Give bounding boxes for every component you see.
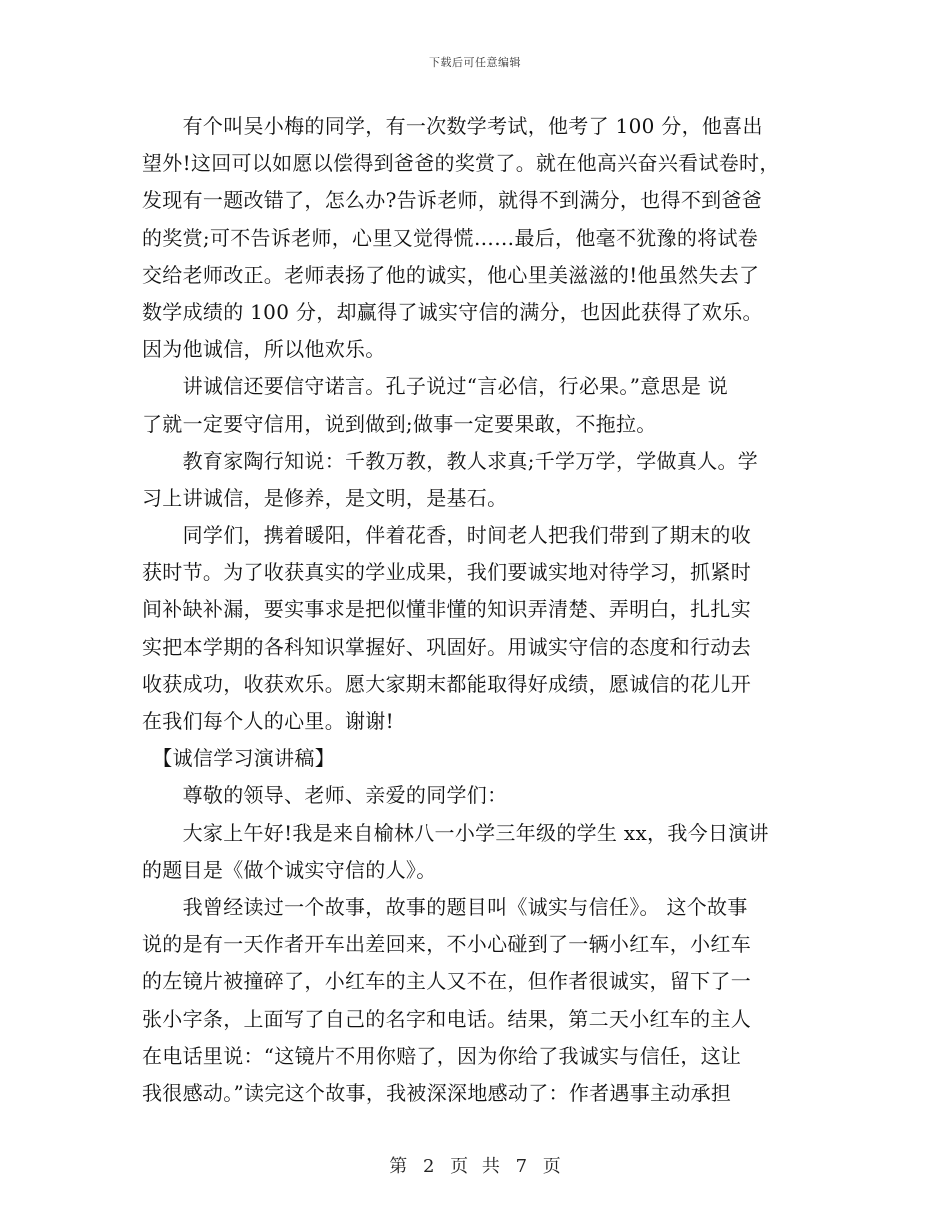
text-line: 同学们，携着暖阳，伴着花香，时间老人把我们带到了期末的收	[142, 523, 751, 548]
page-footer	[0, 1152, 950, 1178]
text-line: 数学成绩的 100 分，却赢得了诚实守信的满分，也因此获得了欢乐。	[142, 299, 763, 324]
text-line: 在我们每个人的心里。谢谢!	[142, 709, 394, 733]
text-line: 实把本学期的各科知识掌握好、巩固好。用诚实守信的态度和行动去	[142, 634, 751, 659]
text-line: 交给老师改正。老师表扬了他的诚实，他心里美滋滋的!他虽然失去了	[142, 262, 760, 287]
text-line: 讲诚信还要信守诺言。孔子说过“言必信，行必果。”意思是 说	[142, 374, 729, 399]
footer-label-gong: 共	[481, 1156, 500, 1177]
text-line: 的题目是《做个诚实守信的人》。	[142, 857, 437, 882]
text-line: 有个叫吴小梅的同学，有一次数学考试，他考了 100 分，他喜出	[142, 114, 763, 138]
text-line: 我曾经读过一个故事，故事的题目叫《诚实与信任》。 这个故事	[142, 894, 748, 919]
text-line: 了就一定要守信用，说到做到;做事一定要果敢，不拖拉。	[142, 411, 657, 436]
text-line: 的左镜片被撞碎了，小红车的主人又不在，但作者很诚实，留下了一	[142, 969, 751, 994]
text-line: 大家上午好!我是来自榆林八一小学三年级的学生 xx，我今日演讲	[142, 820, 769, 845]
text-line: 获时节。为了收获真实的学业成果，我们要诚实地对待学习，抓紧时	[142, 560, 751, 585]
text-line: 尊敬的领导、老师、亲爱的同学们：	[142, 783, 508, 808]
text-line: 我很感动。”读完这个故事，我被深深地感动了：作者遇事主动承担	[142, 1080, 732, 1105]
document-body	[142, 108, 810, 1112]
total-page-number: 7	[515, 1156, 528, 1177]
text-line: 习上讲诚信，是修养，是文明，是基石。	[142, 485, 508, 510]
section-heading: 【诚信学习演讲稿】	[142, 746, 335, 771]
text-line: 张小字条，上面写了自己的名字和电话。结果，第二天小红车的主人	[142, 1006, 751, 1031]
footer-label-ye: 页	[450, 1156, 469, 1177]
text-line: 间补缺补漏，要实事求是把似懂非懂的知识弄清楚、弄明白，扎扎实	[142, 597, 751, 622]
text-line: 发现有一题改错了，怎么办?告诉老师，就得不到满分，也得不到爸爸	[142, 188, 763, 213]
footer-label-di: 第	[389, 1156, 408, 1177]
text-line: 说的是有一天作者开车出差回来，不小心碰到了一辆小红车，小红车	[142, 932, 751, 957]
text-line: 因为他诚信，所以他欢乐。	[142, 337, 386, 362]
current-page-number: 2	[422, 1156, 435, 1177]
page-header-note: 下载后可任意编辑	[429, 56, 521, 69]
text-line: 望外!这回可以如愿以偿得到爸爸的奖赏了。就在他高兴奋兴看试卷时，	[142, 151, 780, 176]
text-line: 在电话里说：“这镜片不用你赔了，因为你给了我诚实与信任，这让	[142, 1043, 742, 1068]
text-line: 收获成功，收获欢乐。愿大家期末都能取得好成绩，愿诚信的花儿开	[142, 671, 751, 696]
text-line: 的奖赏;可不告诉老师，心里又觉得慌……最后，他毫不犹豫的将试卷	[142, 225, 759, 250]
text-line: 教育家陶行知说：千教万教，教人求真;千学万学，学做真人。学	[142, 448, 759, 473]
footer-label-ye2: 页	[542, 1156, 561, 1177]
